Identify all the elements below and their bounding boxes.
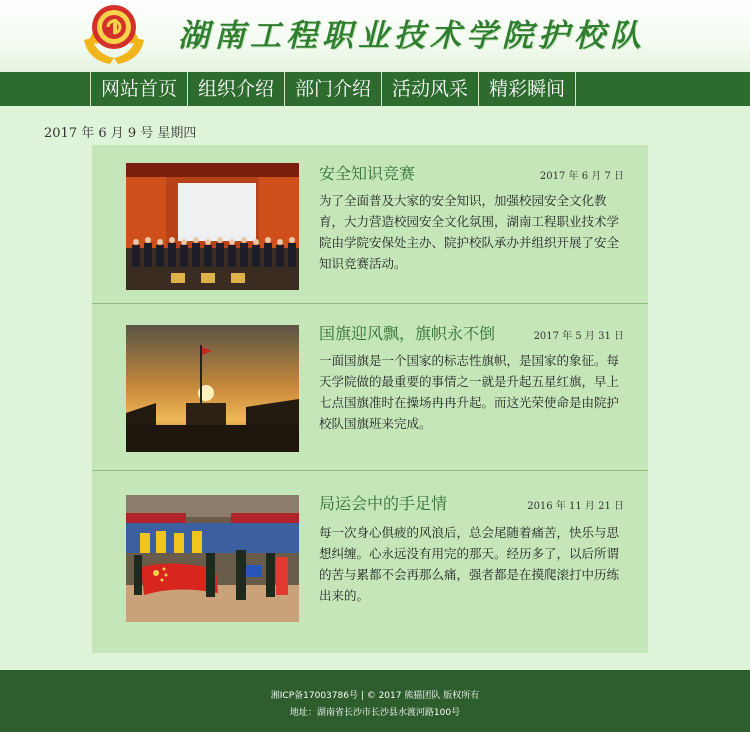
sports-meet-flag-photo[interactable] <box>126 495 299 622</box>
article-summary: 每一次身心俱疲的风浪后，总会尾随着痛苦，快乐与思想纠缠。心永远没有用完的那天。经历多了，以后所谓的苦与累都不会再那么痛，强者都是在摸爬滚打中历练出来的。 <box>319 525 620 603</box>
footer-address: 地址：湖南省长沙市长沙县水渡河路100号 <box>289 708 461 718</box>
nav-item-home[interactable]: 网站首页 <box>91 72 188 106</box>
current-date: 2017 年 6 月 9 号 星期四 <box>44 126 197 141</box>
main-nav <box>0 72 750 106</box>
site-footer <box>0 670 750 732</box>
article-list <box>92 145 648 653</box>
article-date: 2017 年 5 月 31 日 <box>533 331 624 342</box>
article-summary: 为了全面普及大家的安全知识，加强校园安全文化教育，大力营造校园安全文化氛围，湖南工程职业技术学院由学院安保处主办、院护校队承办并组织开展了安全知识竞赛活动。 <box>319 193 620 271</box>
nav-item-organization[interactable]: 组织介绍 <box>188 72 285 106</box>
article-item <box>92 471 648 629</box>
article-item <box>92 304 648 462</box>
article-title[interactable]: 安全知识竞赛 <box>319 164 416 183</box>
sunset-flag-photo[interactable] <box>126 325 299 452</box>
nav-item-highlights[interactable]: 精彩瞬间 <box>479 72 576 106</box>
article-summary: 一面国旗是一个国家的标志性旗帜，是国家的象征。每天学院做的最重要的事情之一就是升起五星红旗，早上七点国旗准时在操场冉冉升起。而这光荣使命是由院护校队国旗班来完成。 <box>319 353 620 431</box>
school-emblem-icon[interactable] <box>80 2 148 68</box>
article-date: 2017 年 6 月 7 日 <box>539 171 624 182</box>
site-header <box>0 0 750 72</box>
nav-item-departments[interactable]: 部门介绍 <box>285 72 382 106</box>
article-date: 2016 年 11 月 21 日 <box>527 501 624 512</box>
site-title: 湖南工程职业技术学院护校队 <box>178 18 646 54</box>
auditorium-group-photo[interactable] <box>126 163 299 290</box>
footer-copyright: 湘ICP备17003786号 | © 2017 熊猫团队 版权所有 <box>270 691 480 701</box>
article-title[interactable]: 局运会中的手足情 <box>319 494 448 513</box>
article-title[interactable]: 国旗迎风飘，旗帜永不倒 <box>319 324 496 343</box>
article-item <box>92 145 648 303</box>
nav-item-activities[interactable]: 活动风采 <box>382 72 479 106</box>
